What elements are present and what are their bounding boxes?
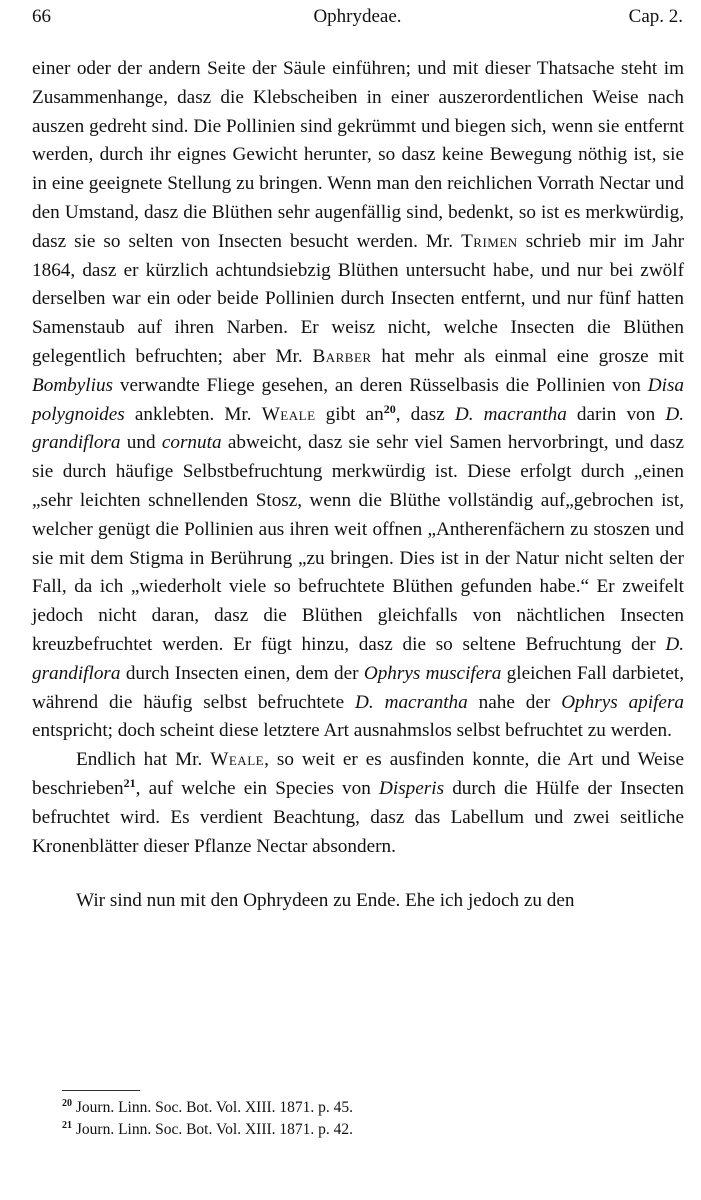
text-run: und	[126, 432, 156, 454]
text-run: , so weit er es ausfinden konnte, die Art und Weise beschrieben	[32, 749, 685, 799]
text-run: entspricht; doch scheint diese letztere Art ausnahmslos selbst befruchtet zu werden.	[32, 720, 672, 742]
running-title: Ophrydeae.	[313, 6, 402, 27]
taxon-name: D. macrantha	[355, 691, 468, 713]
person-name: Barber	[312, 345, 372, 367]
person-name: Trimen	[461, 230, 518, 252]
body-text	[32, 55, 684, 916]
text-run: einer oder der andern Seite der Säule einführen; und mit dieser Thatsache steht im Zusammenhange, dasz die Klebscheiben in einer auszerordentlichen Weise nach auszen gedreht sind. Die Pollinien sind gekrümmt und biegen sich, wenn sie entfernt werden, durch ihr eignes Gewicht herunter, so dasz keine Bewegung nöthig ist, sie in eine geeignete Stellung zu bringen. Wenn man den reichlichen Vorrath Nectar und den Umstand, dasz die Blüthen sehr augenfällig sind, bedenkt, so ist es merkwürdig, dasz sie so selten von Insecten besucht werden. Mr.	[32, 58, 684, 252]
footnote-marker: 21	[62, 1120, 72, 1131]
footnote-21	[62, 1119, 562, 1141]
taxon-name: Ophrys apifera	[561, 691, 685, 713]
text-run: , dasz	[395, 403, 445, 425]
text-run: nahe der	[478, 691, 551, 713]
footnote-text: Journ. Linn. Soc. Bot. Vol. XIII. 1871. p. 45.	[75, 1099, 354, 1116]
footnote-ref-20: 20	[383, 401, 396, 416]
taxon-name: cornuta	[161, 432, 222, 454]
text-run: abweicht, dasz sie sehr viel Samen hervorbringt, und dasz sie durch häufige Selbstbefruchtung merkwürdig ist. Diese erfolgt durch „einen „sehr leichten schnellenden Stosz, wenn die Blüthe vollständig auf„gebrochen ist, welcher genügt die Pollinien aus ihren weit offnen „Antherenfächern zu stoszen und sie mit dem Stigma in Berührung „zu bringen. Dies ist in der Natur nicht selten der Fall, da ich „wiederholt viele so befruchtete Blüthen gefunden habe.“ Er zweifelt jedoch nicht daran, dasz die Blüthen gleichfalls von nächtlichen Insecten kreuzbefruchtet werden. Er fügt hinzu, dasz die so seltene Befruchtung der	[32, 432, 685, 655]
taxon-name: D. grandiflora	[32, 633, 684, 684]
text-run: verwandte Fliege gesehen, an deren Rüsselbasis die Pollinien von	[119, 374, 641, 396]
text-run: Wir sind nun mit den Ophrydeen zu Ende. Ehe ich jedoch zu den	[76, 890, 575, 912]
running-header	[32, 6, 683, 32]
taxon-name: Disa polygnoides	[32, 374, 685, 425]
text-run: durch die Hülfe der Insecten befruchtet wird. Es verdient Beachtung, dasz das Labellum und zwei seitliche Kronenblätter dieser Pflanze Nectar absondern.	[32, 777, 685, 857]
text-run: hat mehr als einmal eine grosze mit	[381, 345, 685, 367]
paragraph-1	[32, 55, 684, 746]
taxon-name: Bombylius	[32, 374, 114, 396]
taxon-name: Disperis	[379, 777, 445, 799]
text-run: gibt an	[325, 403, 384, 425]
paragraph-3	[32, 887, 684, 916]
paragraph-2	[32, 746, 684, 861]
person-name: Weale	[210, 749, 265, 771]
footnote-ref-21: 21	[123, 775, 136, 790]
text-run: darin von	[576, 403, 656, 425]
footnote-20	[62, 1097, 562, 1119]
taxon-name: Ophrys muscifera	[363, 662, 502, 684]
text-run: durch Insecten einen, dem der	[125, 662, 359, 684]
person-name: Weale	[261, 403, 316, 425]
text-run: , auf welche ein Species von	[135, 777, 371, 799]
footnotes	[62, 1097, 562, 1141]
text-run: gleichen Fall darbietet, während die häufig selbst befruchtete	[32, 662, 685, 713]
page-number: 66	[32, 6, 51, 27]
taxon-name: D. grandiflora	[32, 403, 685, 454]
footnote-text: Journ. Linn. Soc. Bot. Vol. XIII. 1871. p. 42.	[75, 1121, 354, 1138]
chapter-label: Cap. 2.	[628, 6, 683, 27]
taxon-name: D. macrantha	[454, 403, 567, 425]
text-run: Endlich hat Mr.	[76, 749, 203, 771]
text-run: schrieb mir im Jahr 1864, dasz er kürzlich achtundsiebzig Blüthen untersucht habe, und nur bei zwölf derselben war ein oder beide Pollinien durch Insecten entfernt, und nur fünf hatten Samenstaub auf ihren Narben. Er weisz nicht, welche Insecten die Blüthen gelegentlich befruchten; aber Mr.	[32, 230, 685, 367]
text-run: anklebten. Mr.	[134, 403, 252, 425]
footnote-marker: 20	[62, 1098, 72, 1109]
footnote-divider	[62, 1090, 140, 1091]
